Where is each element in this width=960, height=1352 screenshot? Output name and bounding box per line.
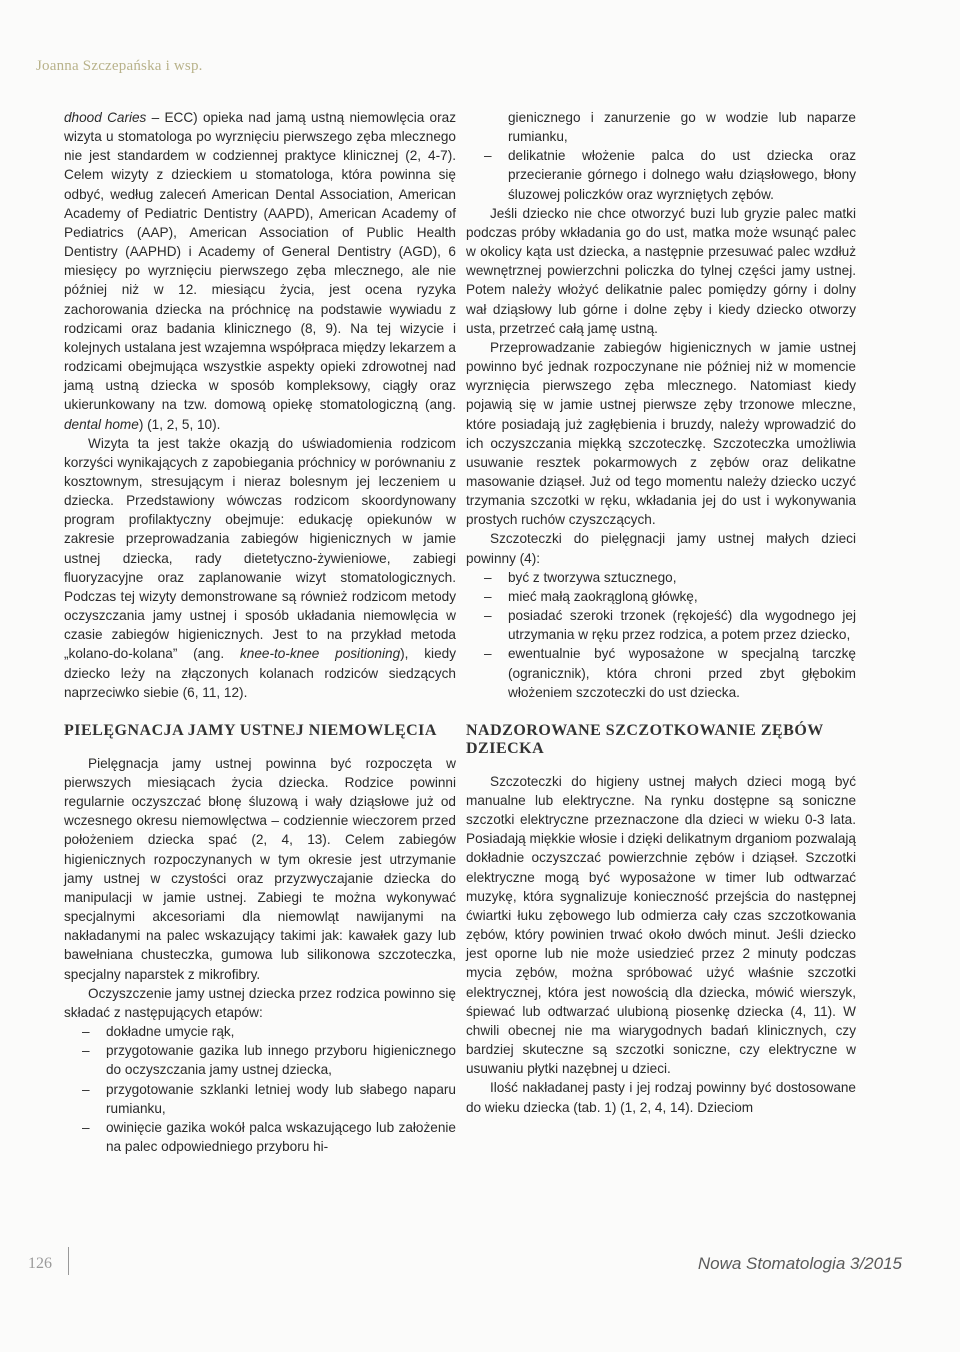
section-heading: PIELĘGNACJA JAMY USTNEJ NIEMOWLĘCIA: [64, 721, 437, 739]
paragraph: Wizyta ta jest także okazją do uświadomienia rodzicom korzyści wynikających z zapobiegania próchnicy w porównaniu z kosztownym, stresującym i nieraz bolesnym jej leczeniem u dziecka. Przedstawiony wówczas rodzicom skoordynowany program profilaktyczny obejmuje: edukację opiekunów w zakresie przeprowadzania zabiegów higienicznych w jamie ustnej dziecka, rady dietetyczno-żywieniowe, zabiegi fluoryzacyjne oraz zaplanowanie wizyt stomatologicznych. Podczas tej wizyty demonstrowane są również rodzicom metody oczyszczania jamy ustnej i sposób układania niemowlęcia w czasie zabiegów higienicznych. Jest to na przykład metoda „kolano-do-kolana” (ang. knee-to-knee positioning), kiedy dziecko leży na złączonych kolanach rodziców siedzących naprzeciwko siebie (6, 11, 12).: [64, 435, 456, 700]
list-item: – ewentualnie być wyposażone w specjalną tarczkę (ogranicznik), która chroni przed zbyt głębokim włożeniem szczoteczki do ust dziecka.: [466, 644, 856, 701]
list-item: – być z tworzywa sztucznego,: [466, 568, 856, 587]
list-item: gienicznego i zanurzenie go w wodzie lub naparze rumianku,: [508, 110, 856, 145]
list-item: – owinięcie gazika wokół palca wskazującego lub założenie na palec odpowiedniego przyboru hi-: [64, 1118, 456, 1156]
paragraph: Szczoteczki do higieny ustnej małych dzieci mogą być manualne lub elektryczne. Na rynku dostępne są soniczne szczotki elektryczne przeznaczone dla dzieci w wieku 0-3 lata. Posiadają miękkie włosie i dzięki delikatnym drganiom pozwalają dokładnie oczyszczać powierzchnie zębów i dziąseł. Szczotki elektryczne mogą być wyposażone w timer lub odtwarzać muzykę, która sygnalizuje konieczność przejścia do następnej ćwiartki łuku zębowego lub odmierza cały czas szczotkowania zębów, który powinien trwać około dwóch minut. Jeśli dziecko jest oporne lub nie może usiedzieć przez 2 minuty podczas mycia zębów, można spróbować użyć właśnie szczotki elektrycznej, która jest nowością dla dziecka, mówić wierszyk, śpiewać lub odtwarzać ulubioną piosenkę dziecka (4, 11). W chwili obecnej nie ma wiarygodnych badań klinicznych, czy bardziej skuteczne są szczotki soniczne, czy elektryczne w usuwaniu płytki nazębnej u dzieci.: [466, 773, 856, 1077]
paragraph: Szczoteczki do pielęgnacji jamy ustnej małych dzieci powinny (4):: [466, 531, 856, 566]
paragraph: dhood Caries – ECC) opieka nad jamą ustną niemowlęcia oraz wizyta u stomatologa po wyrznięciu pierwszego zęba mlecznego nie jest standardem w codziennej praktyce klinicznej (2, 4-7). Celem wizyty z dzieckiem u stomatologa, która powinna się odbyć, według zaleceń American Dental Association, American Academy of Pediatric Dentistry (AAPD), American Academy of Pediatrics (AAP), American Association of Public Health Dentistry (AAPHD) i Academy of General Dentistry (AGD), 6 miesięcy po wyrznięciu pierwszego zęba mlecznego, ale nie później niż w 12. miesiącu życia, jest ocena ryzyka zachorowania dziecka na próchnicę na podstawie wywiadu z rodzicami oraz badania klinicznego (8, 9). Na tej wizycie i kolejnych ustalana jest wzajemna współpraca między lekarzem a rodzicami obejmująca wszystkie aspekty opieki zdrowotnej nad jamą ustną dziecka w sposób kompleksowy, ciągły oraz ukierunkowany na tzw. domową opiekę stomatologiczną (ang. dental home) (1, 2, 5, 10).: [64, 110, 457, 432]
footer-divider: [68, 1247, 69, 1275]
paragraph: Pielęgnacja jamy ustnej powinna być rozpoczęta w pierwszych miesiącach życia dziecka. Rodzice powinni regularnie oczyszczać błonę śluzową i wały dziąsłowe już od wczesnego okresu niemowlęctwa – codziennie wieczorem przed położeniem dziecka spać (2, 4, 13). Celem zabiegów higienicznych rozpoczynanych w tym okresie jest utrzymanie jamy ustnej w czystości oraz przyzwyczajanie dziecka do manipulacji w jamie ustnej. Zabiegi te można wykonywać specjalnymi akcesoriami dla niemowląt nawijanymi na nakładanymi na palec wskazujący takimi jak: kawałek gazy lub bawełniana chusteczka, gumowa lub silikonowa szczoteczka, specjalny naparstek z mikrofibry.: [64, 755, 456, 982]
left-column: [64, 108, 456, 1156]
section-heading: NADZOROWANE SZCZOTKOWANIE ZĘBÓW DZIECKA: [466, 721, 824, 757]
steps-list-continued: [466, 108, 856, 204]
list-item: – dokładne umycie rąk,: [64, 1022, 456, 1041]
list-item: – przygotowanie szklanki letniej wody lub słabego naparu rumianku,: [64, 1080, 456, 1118]
list-item: – przygotowanie gazika lub innego przyboru higienicznego do oczyszczania jamy ustnej dziecka,: [64, 1041, 456, 1079]
brush-features-list: [466, 568, 856, 702]
page-number: 126: [28, 1255, 52, 1272]
list-item: – posiadać szeroki trzonek (rękojeść) dla wygodnego jej utrzymania w ręku przez rodzica, a potem przez dziecko,: [466, 606, 856, 644]
running-head: Joanna Szczepańska i wsp.: [36, 58, 203, 74]
paragraph: Ilość nakładanej pasty i jej rodzaj powinny być dostosowane do wieku dziecka (tab. 1) (1, 2, 4, 14). Dzieciom: [466, 1080, 856, 1115]
list-item: – delikatnie włożenie palca do ust dziecka oraz przecieranie górnego i dolnego wału dziąsłowego, błony śluzowej policzków oraz wyrzniętych zębów.: [466, 146, 856, 203]
right-column: [466, 108, 856, 1117]
paragraph: Oczyszczenie jamy ustnej dziecka przez rodzica powinno się składać z następujących etapów:: [64, 985, 456, 1020]
list-item: – mieć małą zaokrągloną główkę,: [466, 587, 856, 606]
paragraph: Przeprowadzanie zabiegów higienicznych w jamie ustnej powinno być jednak rozpoczynane nie później niż w momencie wyrznięcia pierwszego zęba mlecznego. Natomiast kiedy pojawią się w jamie ustnej pierwsze zęby trzonowe mleczne, które posiadają już zagłębienia i bruzdy, należy wprowadzić do ich oczyszczania miękką szczoteczkę. Szczoteczka umożliwia usuwanie resztek pokarmowych z zębów oraz delikatne masowanie dziąseł. Już od tego momentu należy dziecko uczyć trzymania szczotki w ręku, wkładania jej do ust i wykonywania prostych ruchów czyszczących.: [466, 339, 856, 528]
paragraph: Jeśli dziecko nie chce otworzyć buzi lub gryzie palec matki podczas próby wkładania go do ust, matka może wsunąć palec w okolicy kąta ust dziecka, a następnie przesuwać palec wzdłuż wewnętrznej powierzchni policzka do tylnej części jamy ustnej. Potem należy włożyć delikatnie palec pomiędzy górny i dolny wał dziąsłowy lub górne i dolne zęby i kiedy dziecko otworzy usta, przetrzeć całą jamę ustną.: [466, 205, 856, 336]
steps-list: [64, 1022, 456, 1156]
journal-name: Nowa Stomatologia 3/2015: [697, 1254, 902, 1273]
